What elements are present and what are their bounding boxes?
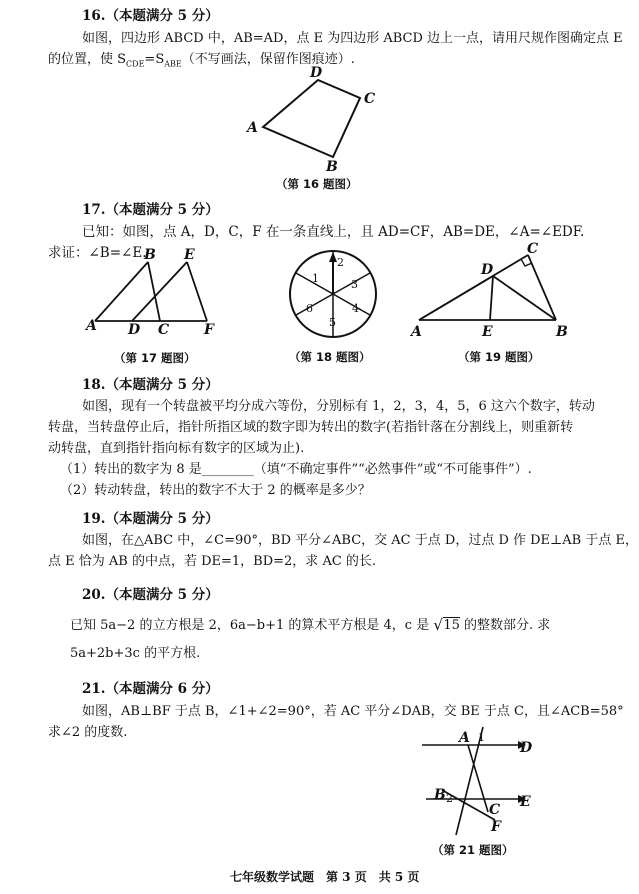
page-footer: 七年级数学试题 第 3 页 共 5 页: [230, 870, 420, 884]
q17-label-c: C: [158, 322, 170, 338]
q16-caption: （第 16 题图）: [276, 177, 358, 191]
q21-label-f: F: [491, 819, 501, 835]
q21-label-b: B: [434, 787, 446, 803]
q17-line2: 求证：∠B=∠E.: [48, 245, 147, 261]
spinner-sector-3: 3: [351, 278, 358, 291]
q16-label-a: A: [247, 120, 258, 136]
q18-caption: （第 18 题图）: [289, 350, 371, 364]
q16-label-d: D: [310, 65, 323, 81]
q17-line1: 已知：如图，点 A，D，C，F 在一条直线上，且 AD=CF，AB=DE，∠A=∠EDF.: [82, 224, 585, 240]
q18-line1: 如图，现有一个转盘被平均分成六等份，分别标有 1，2，3，4，5，6 这六个数字，转动: [82, 399, 595, 414]
q17-label-d: D: [128, 322, 141, 338]
q16-line1: 如图，四边形 ABCD 中，AB=AD，点 E 为四边形 ABCD 边上一点，请用尺规作图确定点 E: [82, 31, 623, 46]
q19-caption: （第 19 题图）: [458, 350, 540, 364]
q19-label-d: D: [481, 262, 494, 278]
q21-label-e: E: [520, 794, 531, 810]
q21-heading: 21.（本题满分 6 分）: [82, 681, 219, 697]
q21-label-one: 1: [478, 731, 485, 744]
q19-label-b: B: [556, 324, 568, 340]
q19-line1: 如图，在△ABC 中，∠C=90°，BD 平分∠ABC，交 AC 于点 D，过点 D 作 DE⊥AB 于点 E，: [82, 533, 638, 548]
q16-heading: 16.（本题满分 5 分）: [82, 8, 219, 24]
spinner-sector-2: 2: [337, 256, 344, 269]
q19-label-a: A: [411, 324, 422, 340]
q20-line2: 5a+2b+3c 的平方根.: [70, 646, 201, 661]
spinner-sector-6: 6: [306, 302, 313, 315]
q17-heading: 17.（本题满分 5 分）: [82, 202, 219, 218]
q16-label-b: B: [326, 159, 338, 175]
q17-caption: （第 17 题图）: [114, 351, 196, 365]
q16-label-c: C: [364, 91, 376, 107]
q19-label-c: C: [527, 241, 539, 257]
q21-label-c: C: [489, 802, 501, 818]
q17-label-b: B: [144, 247, 156, 263]
q21-caption: （第 21 题图）: [432, 843, 514, 857]
q20-line1: 已知 5a−2 的立方根是 2，6a−b+1 的算术平方根是 4，c 是 √ 15 的整数部分. 求: [70, 616, 551, 634]
q18-line2: 转盘，当转盘停止后，指针所指区域的数字即为转出的数字(若指针落在分割线上，则重新转: [48, 420, 574, 435]
spinner-sector-4: 4: [352, 302, 359, 315]
q18-sub2: （2）转动转盘，转出的数字不大于 2 的概率是多少？: [60, 483, 371, 498]
spinner-sector-5: 5: [329, 316, 336, 329]
q20-heading: 20.（本题满分 5 分）: [82, 587, 219, 603]
q17-label-e: E: [184, 247, 195, 263]
q18-sub1: （1）转出的数字为 8 是________（填“不确定事件”“必然事件”或“不可能事件”）.: [60, 462, 532, 477]
q21-label-a: A: [459, 730, 470, 746]
q21-label-d: D: [520, 740, 533, 756]
q20-sqrt-radicand: 15: [443, 618, 460, 633]
q21-line1: 如图，AB⊥BF 于点 B，∠1+∠2=90°，若 AC 平分∠DAB，交 BE 于点 C，且∠ACB=58°: [82, 704, 624, 719]
q19-line2: 点 E 恰为 AB 的中点，若 DE=1，BD=2，求 AC 的长.: [48, 554, 377, 569]
spinner-sector-1: 1: [312, 272, 319, 285]
q19-label-e: E: [482, 324, 493, 340]
q18-line3: 动转盘，直到指针指向标有数字的区域为止).: [48, 441, 305, 456]
q18-heading: 18.（本题满分 5 分）: [82, 377, 219, 393]
q21-label-two: 2: [446, 792, 453, 805]
q19-heading: 19.（本题满分 5 分）: [82, 511, 219, 527]
q17-label-a: A: [86, 318, 97, 334]
q17-label-f: F: [204, 322, 214, 338]
q21-line2: 求∠2 的度数.: [48, 725, 128, 740]
q16-line2: 的位置，使 $S_{CDE}=S_{ABE}$（不写画法，保留作图痕迹）.: [48, 52, 355, 69]
